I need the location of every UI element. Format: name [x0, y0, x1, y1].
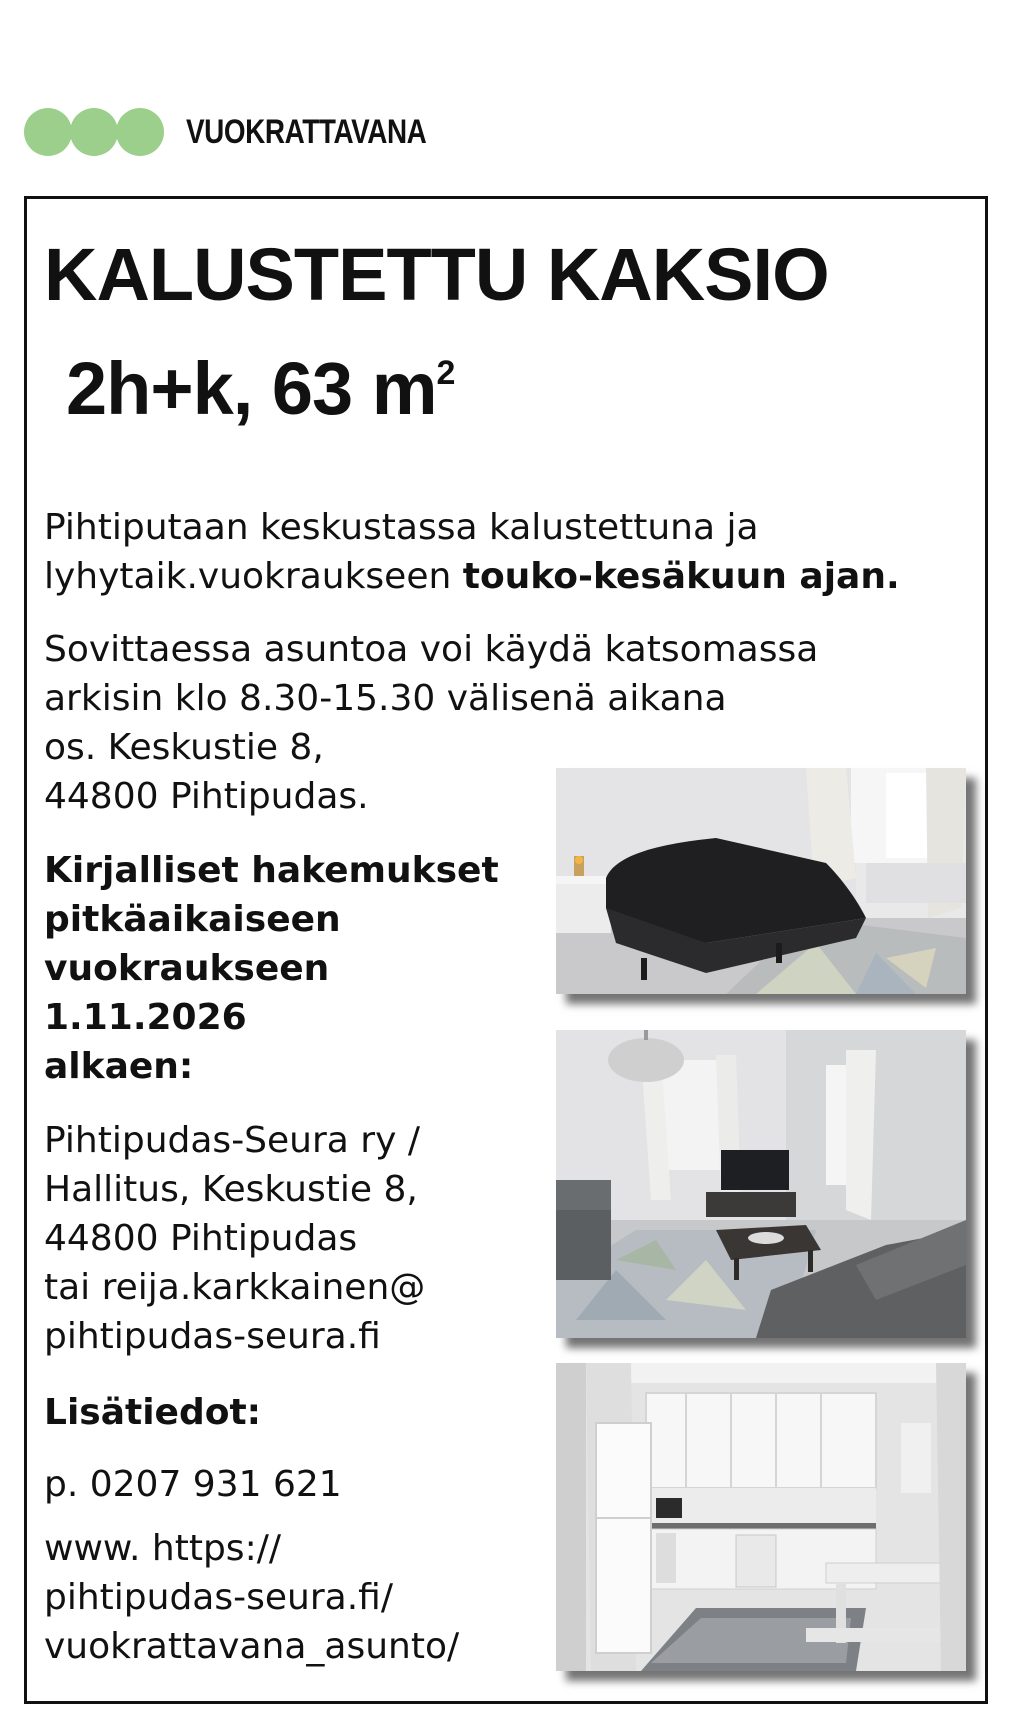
web-line: pihtipudas-seura.fi/ [44, 1577, 393, 1618]
green-dot-icon [116, 108, 164, 156]
application-date: 1.11.2026 [44, 997, 247, 1038]
address-line: Hallitus, Keskustie 8, [44, 1169, 418, 1210]
section-title: VUOKRATTAVANA [186, 112, 427, 151]
bedroom-photo [556, 768, 966, 994]
web-line: vuokrattavana_asunto/ [44, 1626, 460, 1667]
visit-line: 44800 Pihtipudas. [44, 776, 369, 817]
visit-line: os. Keskustie 8, [44, 727, 324, 768]
intro-line: Pihtiputaan keskustassa kalustettuna ja [44, 507, 759, 548]
kitchen-photo [556, 1363, 966, 1671]
web-line: www. https:// [44, 1528, 281, 1569]
phone-number: p. 0207 931 621 [44, 1464, 342, 1505]
ad-subtitle: 2h+k, 63 $m^2$ [66, 347, 455, 430]
green-dot-icon [70, 108, 118, 156]
section-header [24, 108, 479, 156]
application-line: Kirjalliset hakemukset [44, 850, 499, 891]
ad-title: KALUSTETTU KAKSIO [44, 233, 829, 316]
address-line: 44800 Pihtipudas [44, 1218, 358, 1259]
green-dot-icon [24, 108, 72, 156]
email-line: tai reija.karkkainen@ [44, 1267, 426, 1308]
address-line: Pihtipudas-Seura ry / [44, 1120, 420, 1161]
visit-line: Sovittaessa asuntoa voi käydä katsomassa [44, 629, 819, 670]
info-heading: Lisätiedot: [44, 1392, 262, 1433]
application-line: pitkäaikaiseen [44, 899, 341, 940]
intro-line: lyhytaik.vuokraukseen touko-kesäkuun ajan. [44, 556, 900, 597]
application-line: vuokraukseen [44, 948, 330, 989]
living-room-photo [556, 1030, 966, 1338]
application-line: alkaen: [44, 1046, 194, 1087]
visit-line: arkisin klo 8.30-15.30 välisenä aikana [44, 678, 727, 719]
email-line: pihtipudas-seura.fi [44, 1316, 381, 1357]
